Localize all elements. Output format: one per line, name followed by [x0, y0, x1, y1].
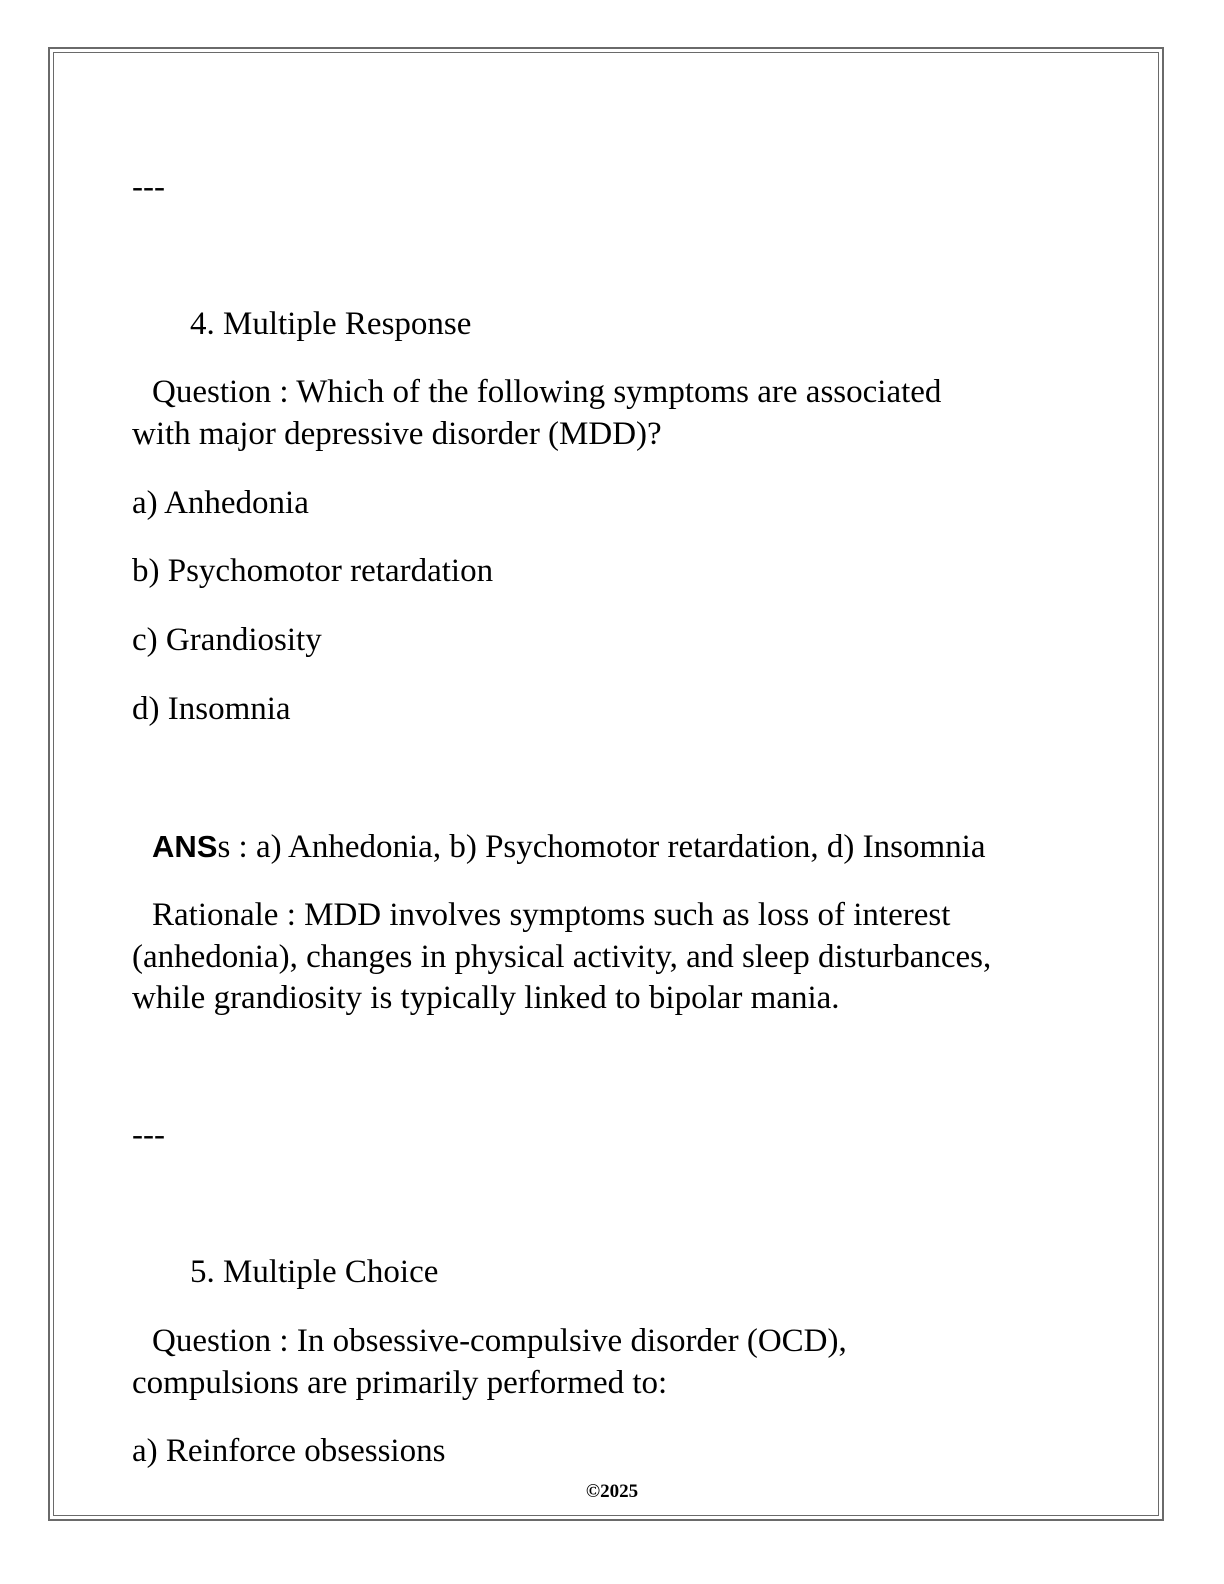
question-4-option-b: b) Psychomotor retardation	[132, 553, 494, 589]
separator: ---	[132, 1117, 165, 1153]
question-4-option-a: a) Anhedonia	[132, 485, 309, 521]
question-5-text-line1	[152, 1320, 847, 1362]
question-4-option-c: c) Grandiosity	[132, 622, 322, 658]
question-4-text-line1	[152, 371, 941, 413]
question-4-rationale-line3: while grandiosity is typically linked to bipolar mania.	[132, 980, 840, 1016]
question-5-heading: 5. Multiple Choice	[190, 1254, 439, 1290]
answer-label: ANS	[152, 829, 218, 864]
question-label: Question	[152, 374, 272, 410]
question-5-option-a: a) Reinforce obsessions	[132, 1433, 446, 1469]
question-5-text-line2: compulsions are primarily performed to:	[132, 1365, 668, 1401]
question-label: Question	[152, 1323, 272, 1359]
question-4-rationale-line1	[152, 894, 950, 936]
question-4-option-d: d) Insomnia	[132, 691, 291, 727]
question-4-answer	[152, 826, 985, 868]
page-border-inner	[53, 52, 1159, 1516]
question-4-rationale-line2: (anhedonia), changes in physical activity, and sleep disturbances,	[132, 939, 992, 975]
question-4-heading: 4. Multiple Response	[190, 306, 472, 342]
question-text: : In obsessive-compulsive disorder (OCD),	[271, 1323, 847, 1359]
answer-text: : a) Anhedonia, b) Psychomotor retardation, d) Insomnia	[230, 829, 986, 865]
separator: ---	[132, 169, 165, 205]
copyright-footer: ©2025	[585, 1481, 639, 1502]
answer-label-suffix: s	[217, 829, 231, 865]
question-text: : Which of the following symptoms are associated	[271, 374, 942, 410]
rationale-text: : MDD involves symptoms such as loss of interest	[278, 897, 951, 933]
question-4-text-line2: with major depressive disorder (MDD)?	[132, 416, 662, 452]
rationale-label: Rationale	[152, 897, 279, 933]
